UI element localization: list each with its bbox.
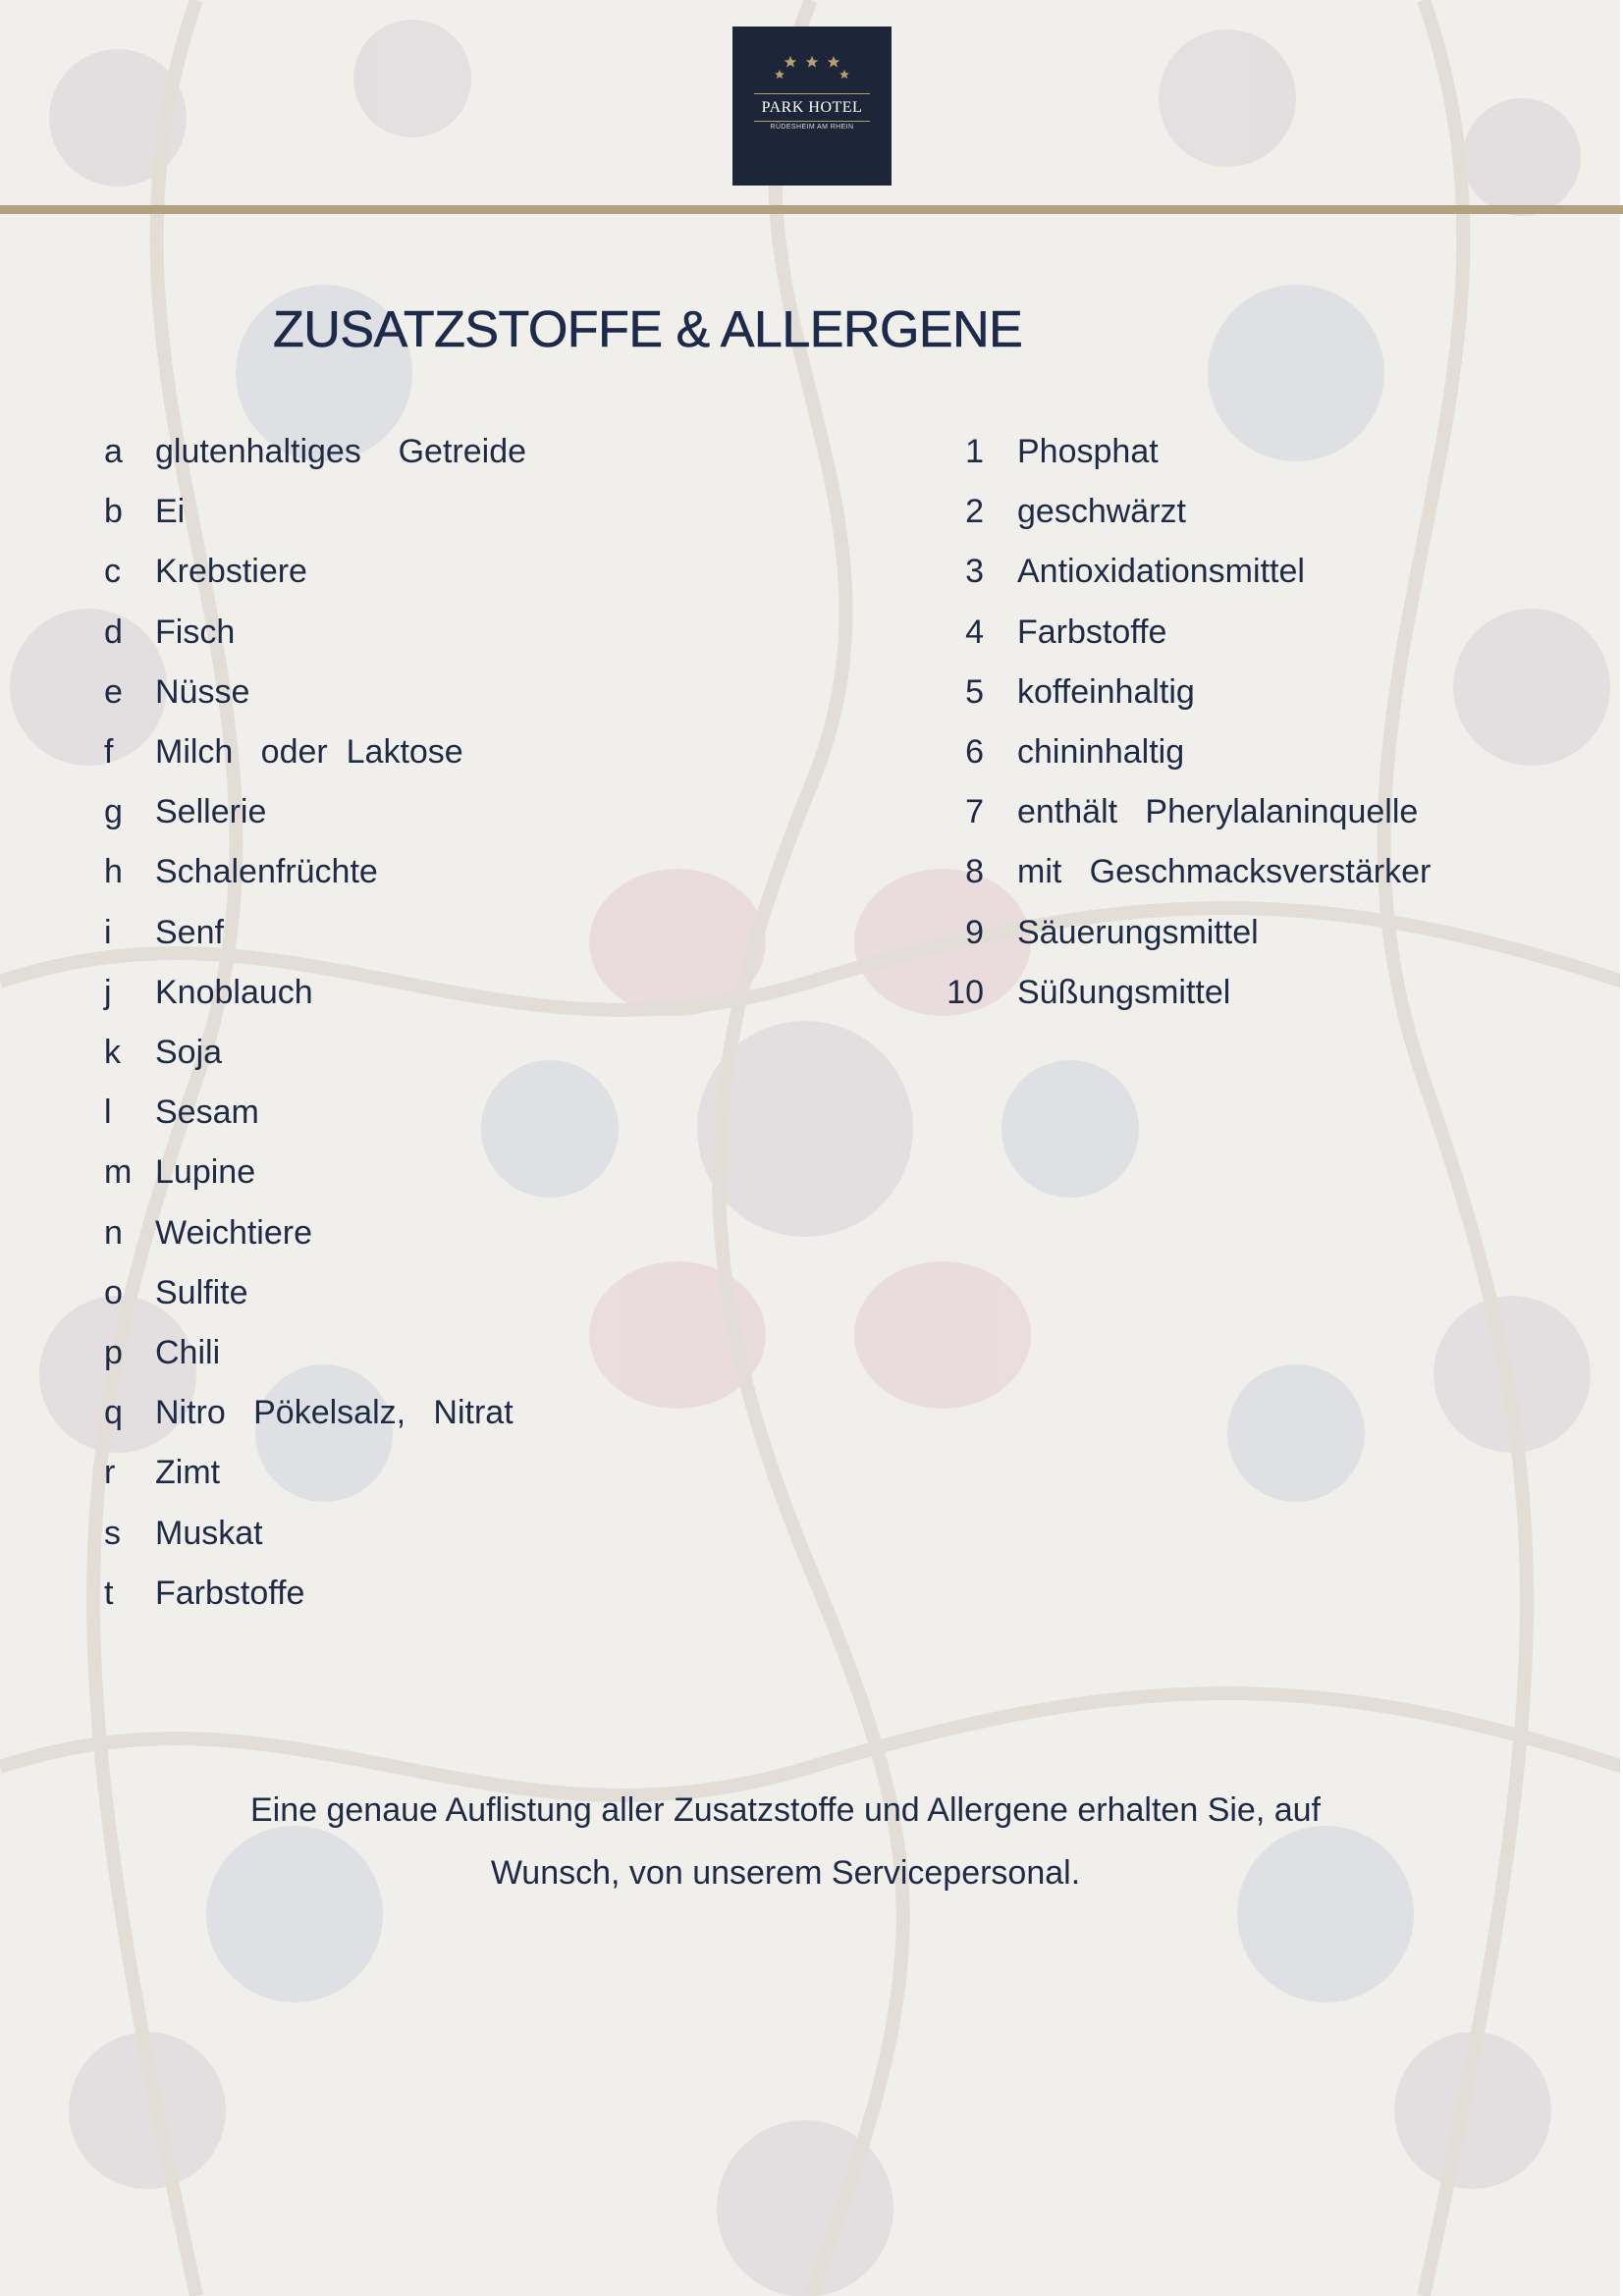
allergen-item-label: Schalenfrüchte (155, 853, 378, 891)
allergen-item-key: c (104, 553, 121, 591)
additive-item-key: 7 (965, 793, 984, 831)
additive-item-key: 8 (965, 853, 984, 891)
allergen-item-key: m (104, 1153, 133, 1192)
allergen-item-key: g (104, 793, 123, 831)
additive-item-key: 3 (965, 553, 984, 591)
allergen-item-label: Ei (155, 493, 186, 531)
additive-item-label: chininhaltig (1017, 733, 1185, 771)
allergen-item-key: l (104, 1094, 112, 1132)
additive-item-key: 5 (965, 672, 984, 711)
allergen-item-key: a (104, 433, 123, 470)
allergen-item-key: o (104, 1273, 123, 1311)
allergen-item-key: f (104, 733, 114, 771)
additive-item-key: 2 (965, 493, 984, 531)
allergen-item-label: Zimt (155, 1454, 221, 1492)
allergen-item-key: r (104, 1454, 116, 1492)
allergen-item-label: Sellerie (155, 793, 267, 831)
allergen-list (104, 433, 693, 1640)
additive-item-key: 4 (965, 613, 984, 651)
additive-item-label: koffeinhaltig (1017, 672, 1195, 711)
allergen-item-label: Muskat (155, 1514, 263, 1552)
allergen-item-key: t (104, 1574, 114, 1612)
allergen-item-label: Fisch (155, 613, 236, 651)
additive-list (943, 433, 1581, 1061)
allergen-item-key: e (104, 672, 123, 711)
allergen-item-label: Lupine (155, 1153, 256, 1192)
allergen-item-key: q (104, 1394, 123, 1432)
allergen-item-label: Senf (155, 913, 224, 951)
additive-item-label: geschwärzt (1017, 493, 1186, 531)
additive-item-label: mit Geschmacksverstärker (1017, 853, 1432, 891)
additive-item-key: 1 (965, 433, 984, 470)
stars-icon (732, 52, 892, 91)
header-divider (0, 205, 1623, 214)
footer-note (118, 1779, 1453, 1904)
allergen-item-key: b (104, 493, 123, 531)
allergen-item-key: d (104, 613, 123, 651)
additive-item-label: Phosphat (1017, 433, 1159, 470)
hotel-logo (732, 27, 892, 186)
allergen-item-key: k (104, 1034, 121, 1071)
allergen-item-label: Soja (155, 1034, 223, 1071)
allergen-item-label: glutenhaltiges Getreide (155, 433, 527, 470)
additive-item-key: 9 (965, 913, 984, 951)
allergen-item-label: Sulfite (155, 1273, 248, 1311)
allergen-item-label: Sesam (155, 1094, 259, 1132)
allergen-item-label: Knoblauch (155, 973, 313, 1011)
allergen-item-key: p (104, 1334, 123, 1371)
additive-item-label: enthält Pherylalaninquelle (1017, 793, 1419, 831)
additive-item-label: Säuerungsmittel (1017, 913, 1259, 951)
logo-rule-bottom (754, 121, 870, 122)
additive-item-label: Farbstoffe (1017, 613, 1167, 651)
page-title: ZUSATZSTOFFE & ALLERGENE (273, 301, 1023, 358)
additive-item-label: Süßungsmittel (1017, 973, 1231, 1011)
allergen-item-key: s (104, 1514, 121, 1552)
allergen-item-label: Farbstoffe (155, 1574, 305, 1612)
additive-item-key: 6 (965, 733, 984, 771)
logo-name: PARK HOTEL (761, 99, 863, 116)
allergen-item-label: Weichtiere (155, 1213, 312, 1252)
allergen-item-key: h (104, 853, 123, 891)
logo-rule-top (754, 93, 870, 94)
additive-item-key: 10 (947, 973, 984, 1011)
footer-note-line-1: Eine genaue Auflistung aller Zusatzstoffe und Allergene erhalten Sie, auf (249, 1791, 1321, 1829)
allergen-item-key: n (104, 1213, 123, 1252)
logo-place: RÜDESHEIM AM RHEIN (770, 124, 854, 131)
additive-item-label: Antioxidationsmittel (1017, 553, 1305, 591)
allergen-item-label: Nitro Pökelsalz, Nitrat (155, 1394, 514, 1432)
allergen-item-label: Chili (155, 1334, 221, 1371)
allergen-item-label: Nüsse (155, 672, 250, 711)
allergen-item-label: Milch oder Laktose (155, 733, 463, 771)
allergen-item-key: j (104, 973, 112, 1011)
footer-note-line-2: Wunsch, von unserem Servicepersonal. (490, 1854, 1081, 1892)
allergen-item-key: i (104, 913, 112, 951)
allergen-item-label: Krebstiere (155, 553, 307, 591)
